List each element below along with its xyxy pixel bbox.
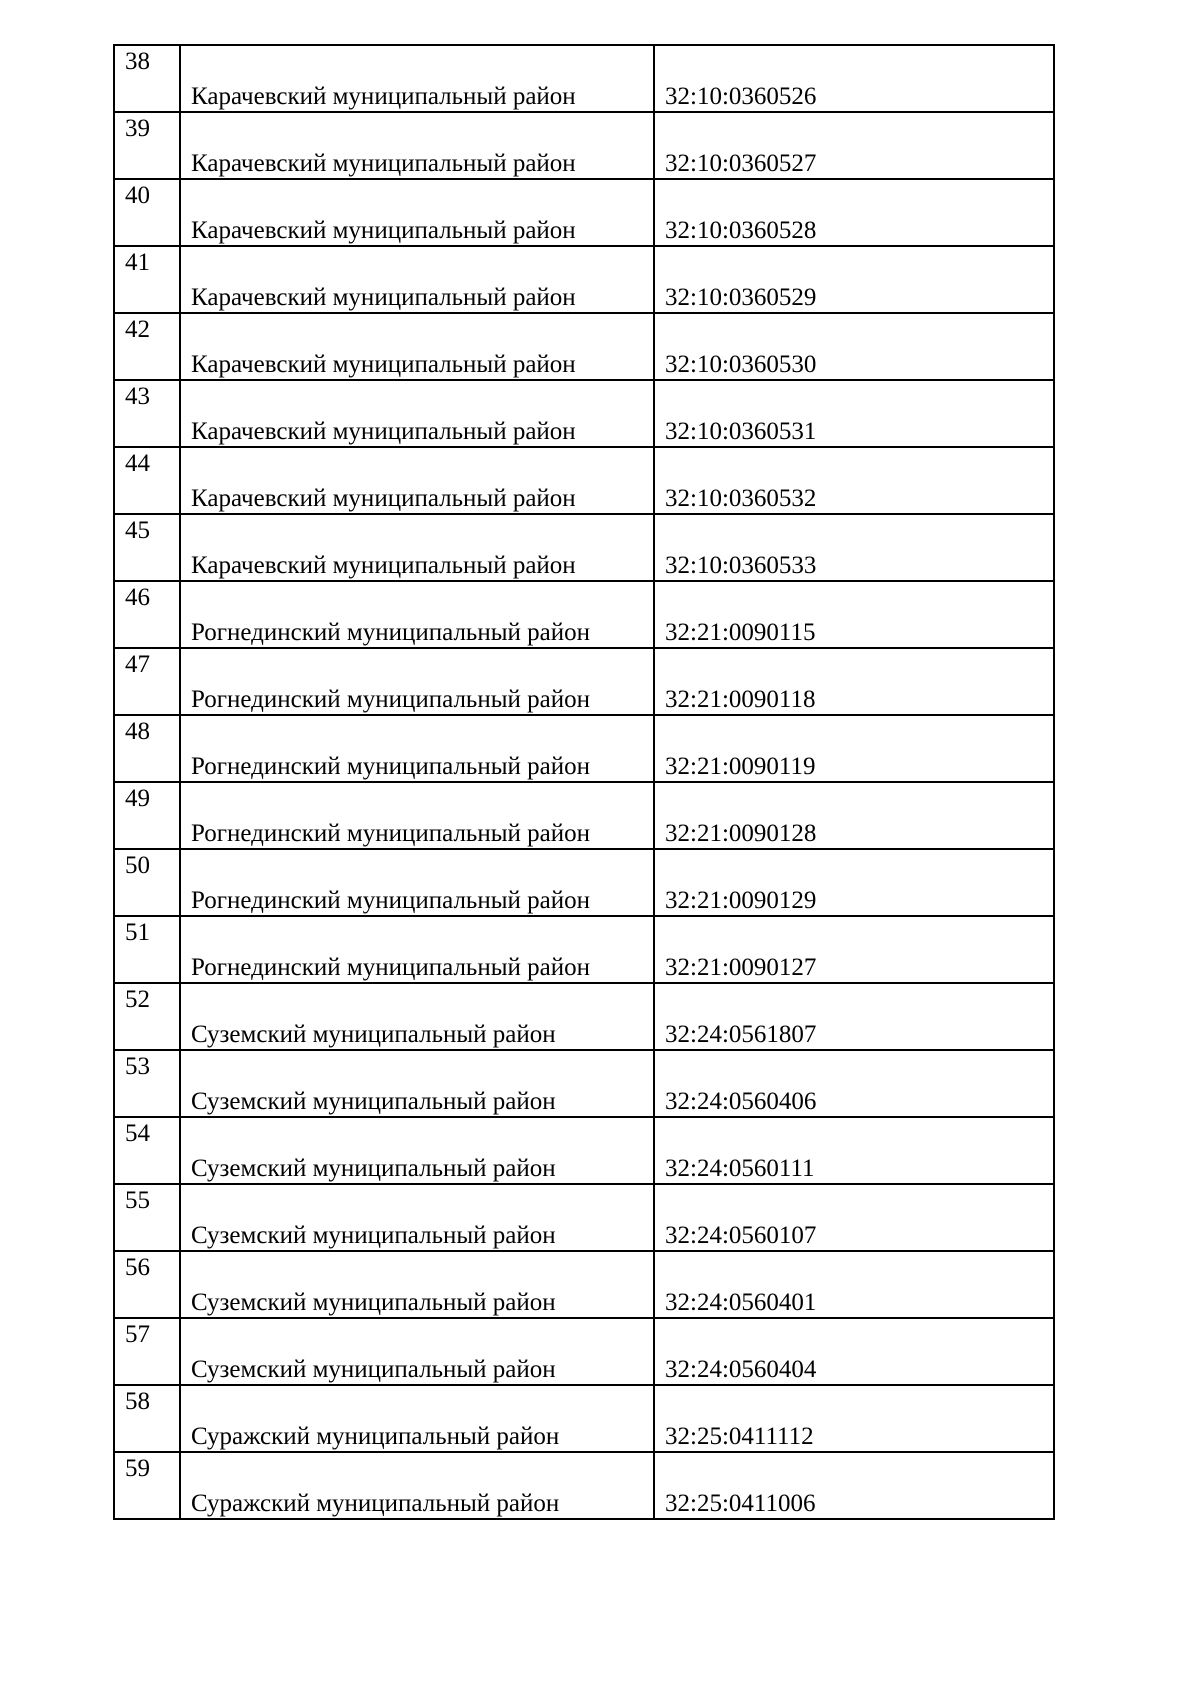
table-row — [115, 46, 1053, 113]
row-number: 56 — [115, 1252, 181, 1317]
table-row — [115, 783, 1053, 850]
table-row — [115, 917, 1053, 984]
table-row — [115, 1252, 1053, 1319]
row-number: 50 — [115, 850, 181, 915]
district-name: Рогнединский муниципальный район — [181, 917, 655, 982]
table-row — [115, 1118, 1053, 1185]
cadastral-code: 32:10:0360533 — [665, 552, 817, 579]
row-number: 38 — [115, 46, 181, 111]
district-name: Суземский муниципальный район — [181, 1185, 655, 1250]
table-row — [115, 582, 1053, 649]
cadastral-code: 32:24:0560111 — [665, 1155, 815, 1182]
table-row — [115, 1386, 1053, 1453]
cadastral-code: 32:21:0090128 — [665, 820, 817, 847]
row-number: 39 — [115, 113, 181, 178]
row-number: 43 — [115, 381, 181, 446]
table-row — [115, 1185, 1053, 1252]
district-name: Рогнединский муниципальный район — [181, 582, 655, 647]
row-number: 54 — [115, 1118, 181, 1183]
cadastral-code: 32:10:0360529 — [665, 284, 817, 311]
cadastral-code: 32:24:0560404 — [665, 1356, 817, 1383]
row-number: 47 — [115, 649, 181, 714]
row-number: 48 — [115, 716, 181, 781]
table-row — [115, 984, 1053, 1051]
district-name: Карачевский муниципальный район — [181, 314, 655, 379]
row-number: 52 — [115, 984, 181, 1049]
row-number: 58 — [115, 1386, 181, 1451]
cadastral-code: 32:10:0360528 — [665, 217, 817, 244]
table-row — [115, 1453, 1053, 1520]
cadastral-code: 32:25:0411006 — [665, 1490, 816, 1517]
cadastral-code: 32:10:0360526 — [665, 83, 817, 110]
table-row — [115, 448, 1053, 515]
table-row — [115, 649, 1053, 716]
district-name: Карачевский муниципальный район — [181, 448, 655, 513]
table-row — [115, 180, 1053, 247]
cadastral-code: 32:21:0090118 — [665, 686, 816, 713]
row-number: 40 — [115, 180, 181, 245]
row-number: 55 — [115, 1185, 181, 1250]
district-name: Рогнединский муниципальный район — [181, 783, 655, 848]
table-row — [115, 1051, 1053, 1118]
row-number: 49 — [115, 783, 181, 848]
district-name: Рогнединский муниципальный район — [181, 850, 655, 915]
district-name: Суражский муниципальный район — [181, 1453, 655, 1518]
row-number: 44 — [115, 448, 181, 513]
table-row — [115, 247, 1053, 314]
row-number: 53 — [115, 1051, 181, 1116]
cadastral-code: 32:24:0560107 — [665, 1222, 817, 1249]
district-name: Карачевский муниципальный район — [181, 180, 655, 245]
cadastral-code: 32:24:0560406 — [665, 1088, 817, 1115]
row-number: 46 — [115, 582, 181, 647]
table-row — [115, 1319, 1053, 1386]
district-name: Суземский муниципальный район — [181, 1051, 655, 1116]
table-row — [115, 716, 1053, 783]
table-row — [115, 381, 1053, 448]
cadastral-code: 32:21:0090115 — [665, 619, 816, 646]
district-name: Суземский муниципальный район — [181, 1252, 655, 1317]
cadastral-code: 32:21:0090127 — [665, 954, 817, 981]
district-name: Карачевский муниципальный район — [181, 515, 655, 580]
district-name: Суземский муниципальный район — [181, 984, 655, 1049]
district-name: Карачевский муниципальный район — [181, 247, 655, 312]
district-name: Карачевский муниципальный район — [181, 381, 655, 446]
cadastral-code: 32:10:0360532 — [665, 485, 817, 512]
row-number: 51 — [115, 917, 181, 982]
row-number: 45 — [115, 515, 181, 580]
district-name: Карачевский муниципальный район — [181, 46, 655, 111]
row-number: 42 — [115, 314, 181, 379]
table-row — [115, 850, 1053, 917]
row-number: 57 — [115, 1319, 181, 1384]
district-name: Суземский муниципальный район — [181, 1118, 655, 1183]
cadastral-code: 32:10:0360527 — [665, 150, 817, 177]
cadastral-code: 32:24:0561807 — [665, 1021, 817, 1048]
district-name: Карачевский муниципальный район — [181, 113, 655, 178]
district-name: Рогнединский муниципальный район — [181, 716, 655, 781]
row-number: 59 — [115, 1453, 181, 1518]
cadastral-code: 32:10:0360530 — [665, 351, 817, 378]
table-row — [115, 113, 1053, 180]
cadastral-table — [113, 44, 1055, 1520]
cadastral-code: 32:21:0090119 — [665, 753, 816, 780]
table-row — [115, 515, 1053, 582]
table-row — [115, 314, 1053, 381]
row-number: 41 — [115, 247, 181, 312]
district-name: Рогнединский муниципальный район — [181, 649, 655, 714]
cadastral-code: 32:25:0411112 — [665, 1423, 814, 1450]
district-name: Суражский муниципальный район — [181, 1386, 655, 1451]
district-name: Суземский муниципальный район — [181, 1319, 655, 1384]
cadastral-code: 32:10:0360531 — [665, 418, 817, 445]
cadastral-code: 32:21:0090129 — [665, 887, 817, 914]
cadastral-code: 32:24:0560401 — [665, 1289, 817, 1316]
